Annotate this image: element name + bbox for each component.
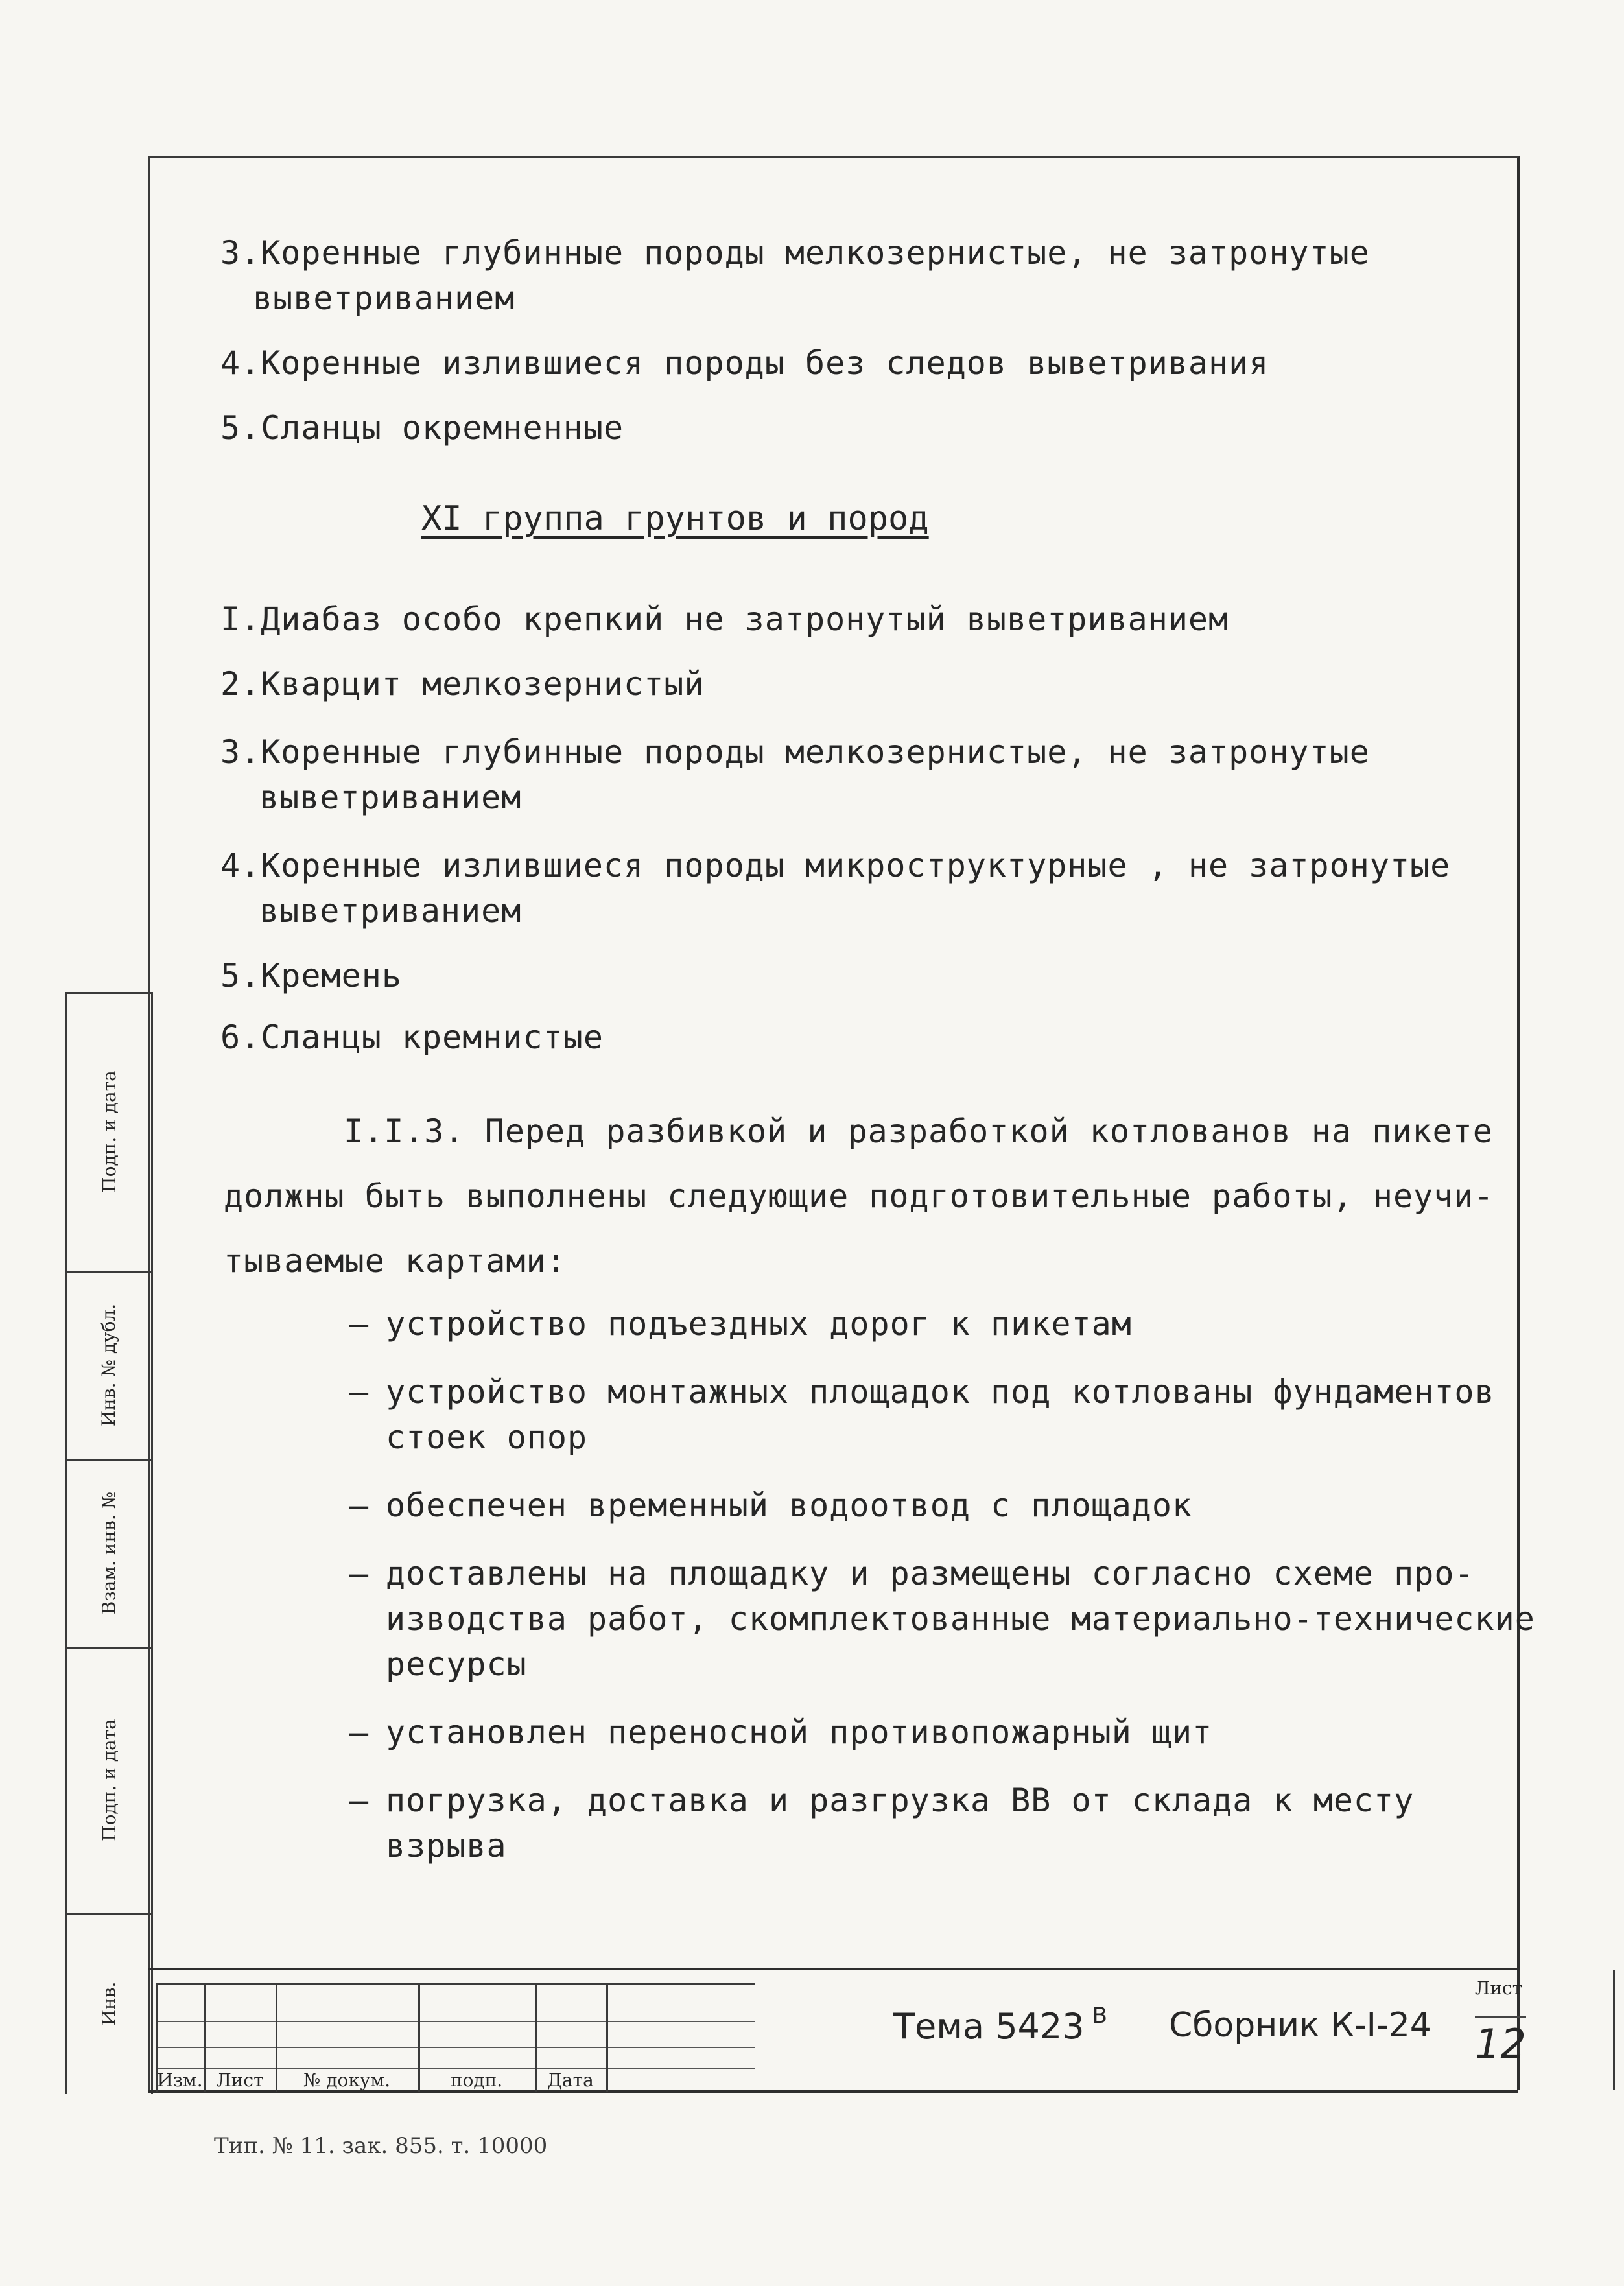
print-footer: Тип. № 11. зак. 855. т. 10000 [214, 2133, 548, 2159]
revision-grid [156, 1983, 755, 2092]
text-line: 5.Сланцы окремненные [220, 409, 624, 447]
side-label: Подп. и дата [98, 1718, 120, 1841]
bullet-line: устройство монтажных площадок под котлованы фундаментов [386, 1373, 1495, 1411]
group-item: 2.Кварцит мелкозернистый [220, 665, 705, 703]
group-item: 3.Коренные глубинные породы мелкозернистые, не затронутые [220, 733, 1370, 771]
group-item: 4.Коренные излившиеся породы микроструктурные , не затронутые [220, 847, 1451, 884]
side-stamp [65, 992, 153, 2094]
side-label: Взам. инв. № [98, 1491, 120, 1614]
text-line: выветриванием [253, 279, 515, 317]
side-label: Инв. [98, 1981, 120, 2025]
column-label: Изм. [157, 2069, 203, 2091]
bullet-line: стоек опор [386, 1419, 588, 1456]
document-theme: Тема 5423 $^В$ [893, 2003, 1107, 2047]
bullet-line: взрыва [386, 1827, 507, 1865]
bullet-dash: – [349, 1714, 369, 1751]
collection-title: Сборник К-I-24 [1169, 2006, 1431, 2045]
group-item: I.Диабаз особо крепкий не затронутый выветриванием [220, 600, 1229, 638]
group-item: 5.Кремень [220, 957, 402, 995]
title-block [148, 1968, 1518, 2093]
column-label: подп. [450, 2069, 503, 2091]
bullet-line: доставлены на площадку и размещены согласно схеме про- [386, 1555, 1475, 1592]
column-label: Лист [216, 2069, 264, 2091]
bullet-line: изводства работ, скомплектованные материально-технические [386, 1600, 1535, 1638]
group-item: 6.Сланцы кремнистые [220, 1019, 604, 1056]
paragraph-line: должны быть выполнены следующие подготовительные работы, неучи- [224, 1177, 1494, 1215]
sheet-box [1613, 1970, 1624, 2090]
bullet-line: устройство подъездных дорог к пикетам [386, 1305, 1132, 1343]
paragraph-line: I.I.3. Перед разбивкой и разработкой котлованов на пикете [344, 1113, 1493, 1150]
side-label: Подп. и дата [98, 1070, 120, 1193]
bullet-line: погрузка, доставка и разгрузка ВВ от склада к месту [386, 1782, 1415, 1819]
side-label: Инв. № дубл. [98, 1303, 120, 1426]
sheet-number: 12 [1475, 2016, 1526, 2068]
column-label: Дата [547, 2069, 594, 2091]
bullet-line: обеспечен временный водоотвод с площадок [386, 1487, 1193, 1524]
section-heading: XI группа грунтов и пород [421, 499, 929, 538]
text-line: 3.Коренные глубинные породы мелкозернистые, не затронутые [220, 234, 1370, 272]
text-line: 4.Коренные излившиеся породы без следов выветривания [220, 344, 1269, 382]
paragraph-line: тываемые картами: [224, 1242, 567, 1280]
group-item: выветриванием [259, 892, 522, 930]
bullet-dash: – [349, 1373, 369, 1411]
bullet-dash: – [349, 1782, 369, 1819]
column-label: № докум. [303, 2069, 391, 2091]
bullet-line: установлен переносной противопожарный щит [386, 1714, 1213, 1751]
bullet-dash: – [349, 1305, 369, 1343]
bullet-dash: – [349, 1487, 369, 1524]
group-item: выветриванием [259, 779, 522, 816]
bullet-line: ресурсы [386, 1645, 527, 1683]
bullet-dash: – [349, 1555, 369, 1592]
sheet-label: Лист [1475, 1977, 1523, 1999]
